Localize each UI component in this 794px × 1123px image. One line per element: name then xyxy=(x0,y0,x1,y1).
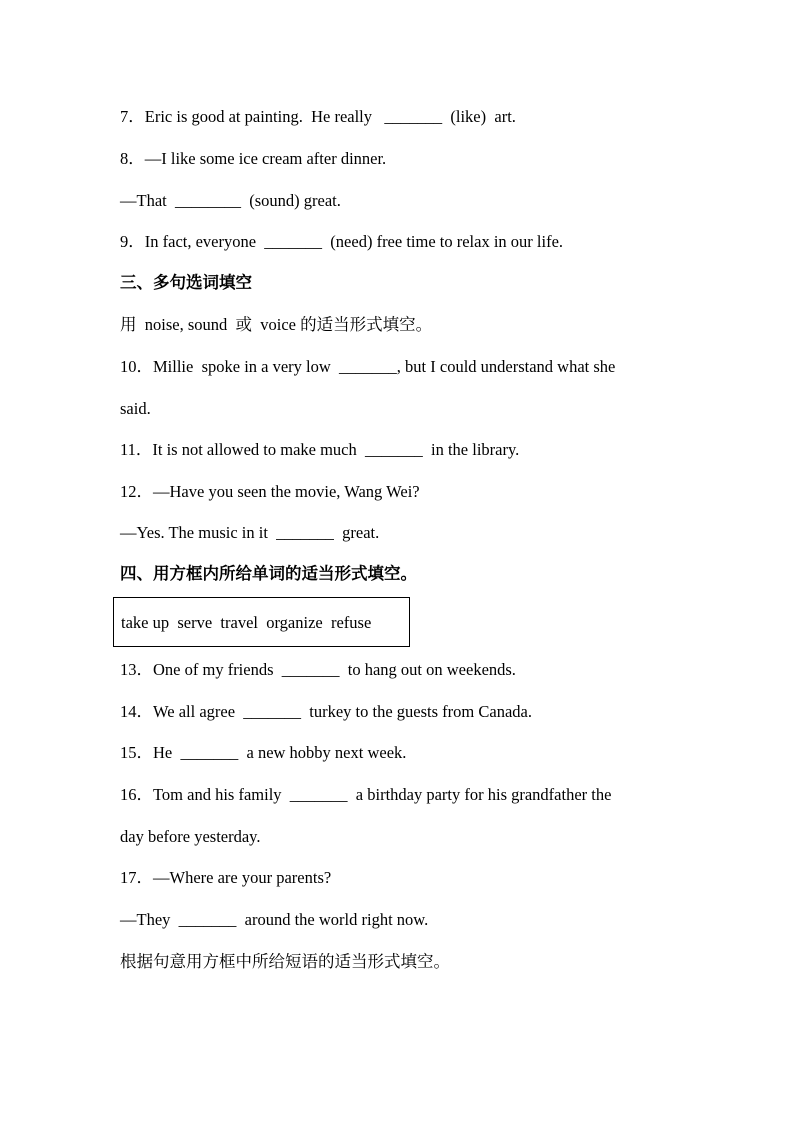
question-11: 11．It is not allowed to make much _______ in the library. xyxy=(120,440,520,459)
question-10-continued: said. xyxy=(120,399,151,418)
question-17-reply: —They _______ around the world right now. xyxy=(120,910,429,929)
section-3-instruction: 用 noise, sound 或 voice 的适当形式填空。 xyxy=(120,315,433,334)
question-13: 13．One of my friends _______ to hang out on weekends. xyxy=(120,660,516,679)
question-12: 12．—Have you seen the movie, Wang Wei? xyxy=(120,482,420,501)
phrase-instruction: 根据句意用方框中所给短语的适当形式填空。 xyxy=(120,952,450,971)
question-10: 10．Millie spoke in a very low _______, but I could understand what she xyxy=(120,357,616,376)
section-3-heading: 三、多句选词填空 xyxy=(120,273,252,292)
section-4-heading: 四、用方框内所给单词的适当形式填空。 xyxy=(120,564,417,583)
question-8: 8．—I like some ice cream after dinner. xyxy=(120,149,387,168)
question-12-reply: —Yes. The music in it _______ great. xyxy=(120,523,380,542)
question-16: 16．Tom and his family _______ a birthday party for his grandfather the xyxy=(120,785,612,804)
question-15: 15．He _______ a new hobby next week. xyxy=(120,743,407,762)
question-16-continued: day before yesterday. xyxy=(120,827,261,846)
word-box xyxy=(113,597,410,647)
question-14: 14．We all agree _______ turkey to the guests from Canada. xyxy=(120,702,532,721)
question-17: 17．—Where are your parents? xyxy=(120,868,332,887)
question-9: 9．In fact, everyone _______ (need) free time to relax in our life. xyxy=(120,232,564,251)
question-8-reply: —That ________ (sound) great. xyxy=(120,191,341,210)
word-box-words: take up serve travel organize refuse xyxy=(121,613,372,632)
question-7: 7．Eric is good at painting. He really _______ (like) art. xyxy=(120,107,516,126)
